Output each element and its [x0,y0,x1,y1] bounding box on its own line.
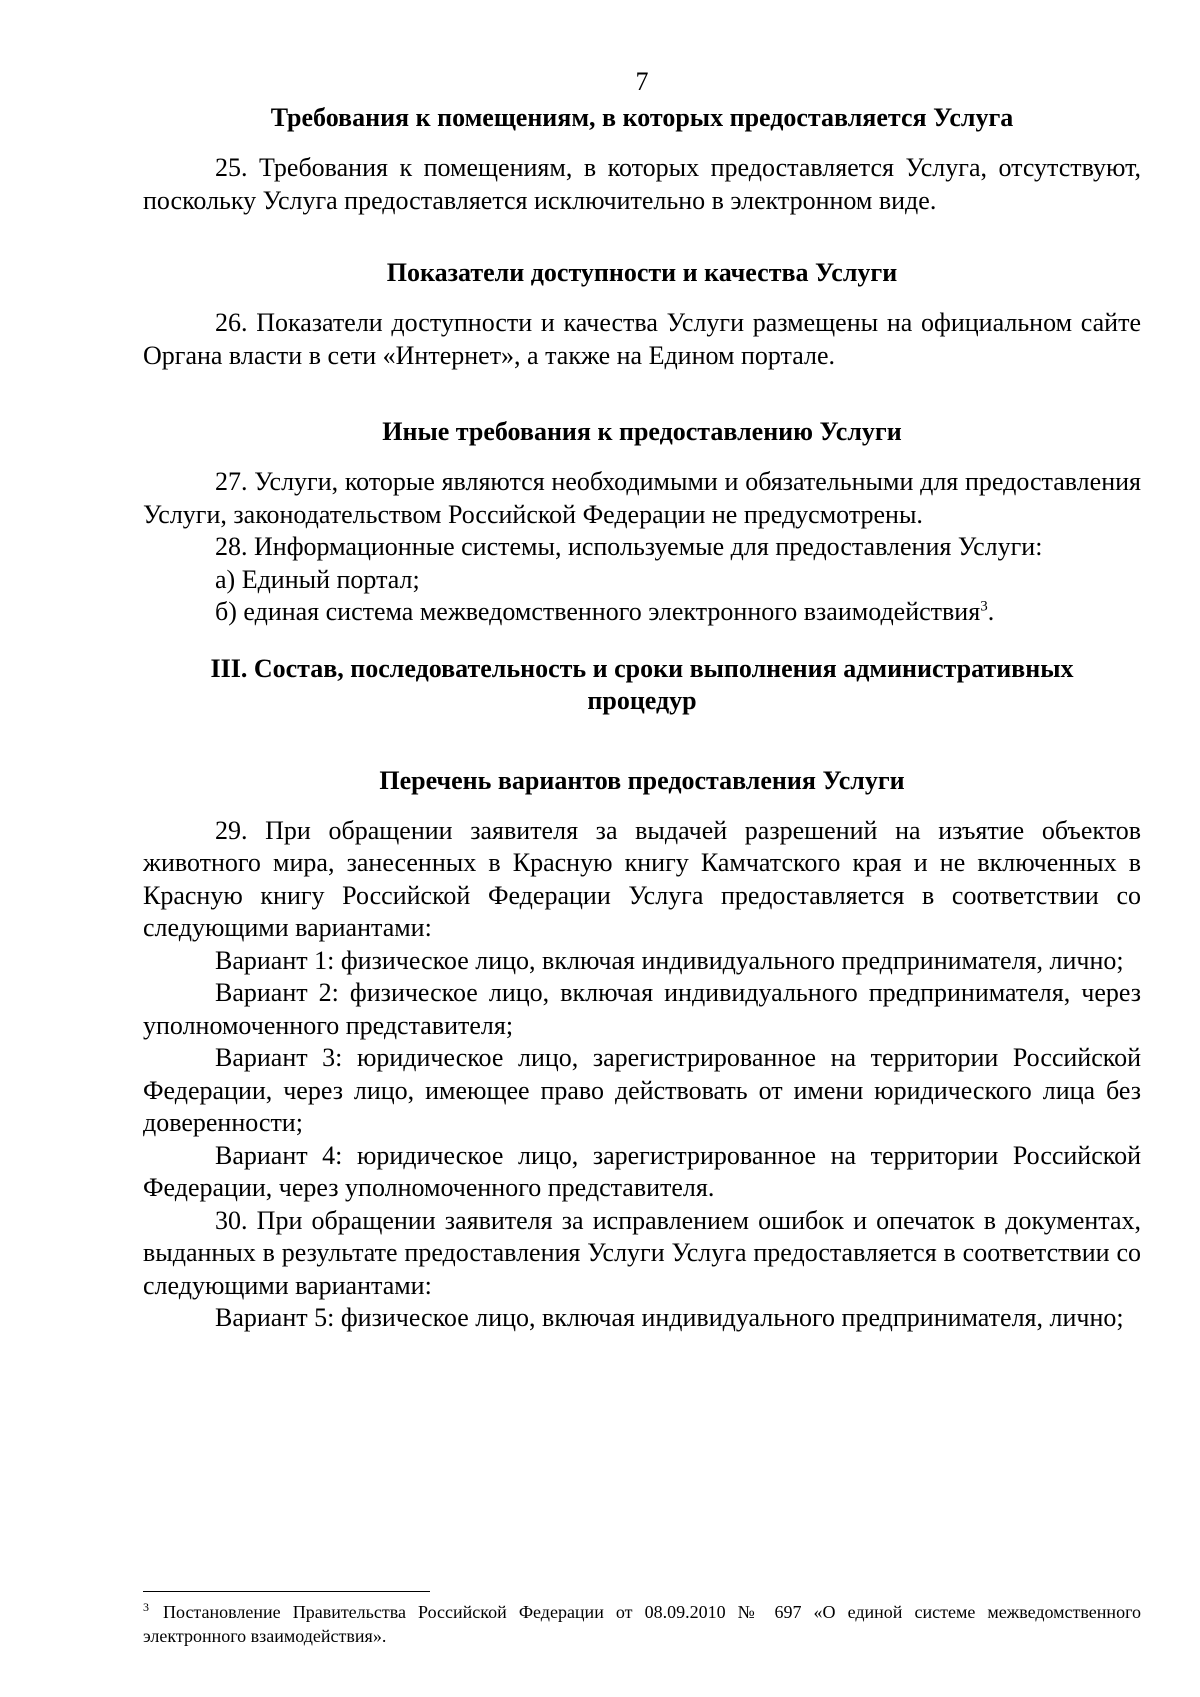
footnote-number: 3 [143,1600,149,1614]
paragraph-26: 26. Показатели доступности и качества Услуги размещены на официальном сайте Органа власти в сети «Интернет», а также на Едином портале. [143,308,1141,370]
section-heading-variants: Перечень вариантов предоставления Услуги [379,765,905,795]
paragraph-25: 25. Требования к помещениям, в которых предоставляется Услуга, отсутствуют, поскольку Услуга предоставляется исключительно в электронном виде. [143,153,1141,215]
paragraph-28: 28. Информационные системы, используемые для предоставления Услуги: [215,532,1043,561]
page-content [143,66,1141,1335]
page-number: 7 [635,67,649,96]
section-heading-quality: Показатели доступности и качества Услуги [386,258,898,287]
paragraph-27: 27. Услуги, которые являются необходимыми и обязательными для предоставления Услуги, законодательством Российской Федерации не предусмотрены. [143,467,1141,529]
footnote-separator [143,1591,430,1592]
variant-1: Вариант 1: физическое лицо, включая индивидуального предпринимателя, лично; [215,945,1124,975]
paragraph-29: 29. При обращении заявителя за выдачей разрешений на изъятие объектов животного мира, занесенных в Красную книгу Камчатского края и не включенных в Красную книгу Российской Федерации Услуга предоставляется в соответствии со следующими вариантами: [143,815,1141,942]
paragraph-30: 30. При обращении заявителя за исправлением ошибок и опечаток в документах, выданных в результате предоставления Услуги Услуга предоставляется в соответствии со следующими вариантами: [143,1205,1141,1300]
variant-5: Вариант 5: физическое лицо, включая индивидуального предпринимателя, лично; [215,1303,1124,1332]
variant-3: Вариант 3: юридическое лицо, зарегистрированное на территории Российской Федерации, через лицо, имеющее право действовать от имени юридического лица без доверенности; [143,1043,1141,1137]
paragraph-28b-end: . [987,597,995,626]
variant-2: Вариант 2: физическое лицо, включая индивидуального предпринимателя, через уполномоченного представителя; [143,978,1141,1040]
paragraph-28a: а) Единый портал; [215,564,420,594]
footnote [143,1600,1141,1648]
footnote-body [143,1600,1141,1648]
paragraph-28b [143,596,1141,629]
section-heading-premises: Требования к помещениям, в которых предоставляется Услуга [270,103,1014,132]
variant-4: Вариант 4: юридическое лицо, зарегистрированное на территории Российской Федерации, через уполномоченного представителя. [143,1140,1141,1202]
footnote-reference: 3 [980,598,988,615]
paragraph-28b-text: б) единая система межведомственного электронного взаимодействия [215,597,981,626]
chapter-heading: III. Состав, последовательность и сроки выполнения административных процедур [210,653,1074,715]
footnote-text: Постановление Правительства Российской Федерации от 08.09.2010 № 697 «О единой системе межведомственного электронного взаимодействия». [143,1602,1141,1646]
section-heading-other-requirements: Иные требования к предоставлению Услуги [382,417,902,446]
